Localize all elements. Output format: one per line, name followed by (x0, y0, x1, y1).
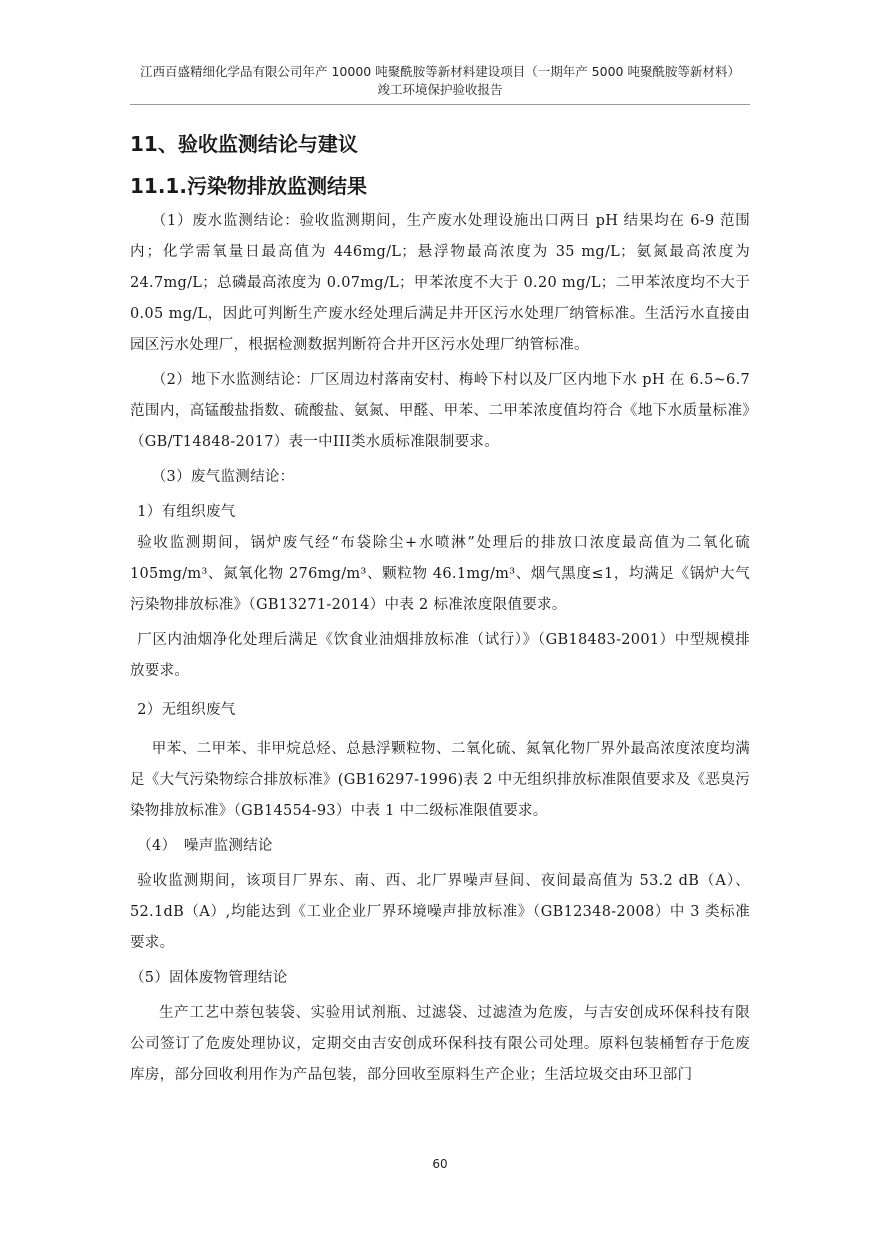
header-report-title: 竣工环境保护验收报告 (377, 82, 503, 97)
subsection-title: 11.1.污染物排放监测结果 (130, 174, 367, 198)
section-title: 11、验收监测结论与建议 (130, 132, 358, 156)
groundwater-conclusion: （2）地下水监测结论：厂区周边村落南安村、梅岭下村以及厂区内地下水 pH 在 6.5~6.7 范围内，高锰酸盐指数、硫酸盐、氨氮、甲醛、甲苯、二甲苯浓度值均符合《地下水质量标准》（GB/T14848-2017）表一中III类水质标准限制要求。 (130, 372, 750, 450)
noise-heading: （4） 噪声监测结论 (137, 838, 273, 854)
page-body (130, 120, 750, 1091)
noise-body: 验收监测期间，该项目厂界东、南、西、北厂界噪声昼间、夜间最高值为 53.2 dB（A）、52.1dB（A）,均能达到《工业企业厂界环境噪声排放标准》（GB12348-2008）中 3 类标准要求。 (130, 873, 750, 951)
unorganized-exhaust-heading: 2）无组织废气 (137, 702, 236, 718)
fume-body: 厂区内油烟净化处理后满足《饮食业油烟排放标准（试行）》（GB18483-2001）中型规模排放要求。 (130, 632, 750, 679)
organized-exhaust-heading: 1）有组织废气 (137, 504, 236, 520)
solid-waste-heading: （5）固体废物管理结论 (130, 970, 288, 986)
unorganized-exhaust-body: 甲苯、二甲苯、非甲烷总烃、总悬浮颗粒物、二氧化硫、氮氧化物厂界外最高浓度浓度均满足《大气污染物综合排放标准》(GB16297-1996)表 2 中无组织排放标准限值要求及《恶臭污染物排放标准》（GB14554-93）中表 1 中二级标准限值要求。 (130, 741, 750, 819)
exhaust-heading: （3）废气监测结论： (151, 469, 295, 485)
header-divider (130, 104, 750, 105)
solid-waste-body: 生产工艺中萘包装袋、实验用试剂瓶、过滤袋、过滤渣为危废，与吉安创成环保科技有限公司签订了危废处理协议，定期交由吉安创成环保科技有限公司处理。原料包装桶暂存于危废库房，部分回收利用作为产品包装，部分回收至原料生产企业；生活垃圾交由环卫部门 (130, 1005, 750, 1083)
page-number: 60 (432, 1157, 448, 1171)
wastewater-conclusion: （1）废水监测结论：验收监测期间，生产废水处理设施出口两日 pH 结果均在 6-9 范围内；化学需氧量日最高值为 446mg/L；悬浮物最高浓度为 35 mg/L；氨氮最高浓度为 24.7mg/L；总磷最高浓度为 0.07mg/L；甲苯浓度不大于 0.20 mg/L；二甲苯浓度均不大于 0.05 mg/L，因此可判断生产废水经处理后满足井开区污水处理厂纳管标准。生活污水直接由园区污水处理厂，根据检测数据判断符合井开区污水处理厂纳管标准。 (130, 213, 750, 353)
header-project-title: 江西百盛精细化学品有限公司年产 10000 吨聚酰胺等新材料建设项目（一期年产 5000 吨聚酰胺等新材料） (140, 64, 740, 79)
organized-exhaust-body: 验收监测期间，锅炉废气经“布袋除尘+水喷淋”处理后的排放口浓度最高值为二氧化硫 105mg/m³、氮氧化物 276mg/m³、颗粒物 46.1mg/m³、烟气黑度≤1，均满足《锅炉大气污染物排放标准》（GB13271-2014）中表 2 标准浓度限值要求。 (130, 535, 750, 613)
running-header (80, 63, 800, 99)
